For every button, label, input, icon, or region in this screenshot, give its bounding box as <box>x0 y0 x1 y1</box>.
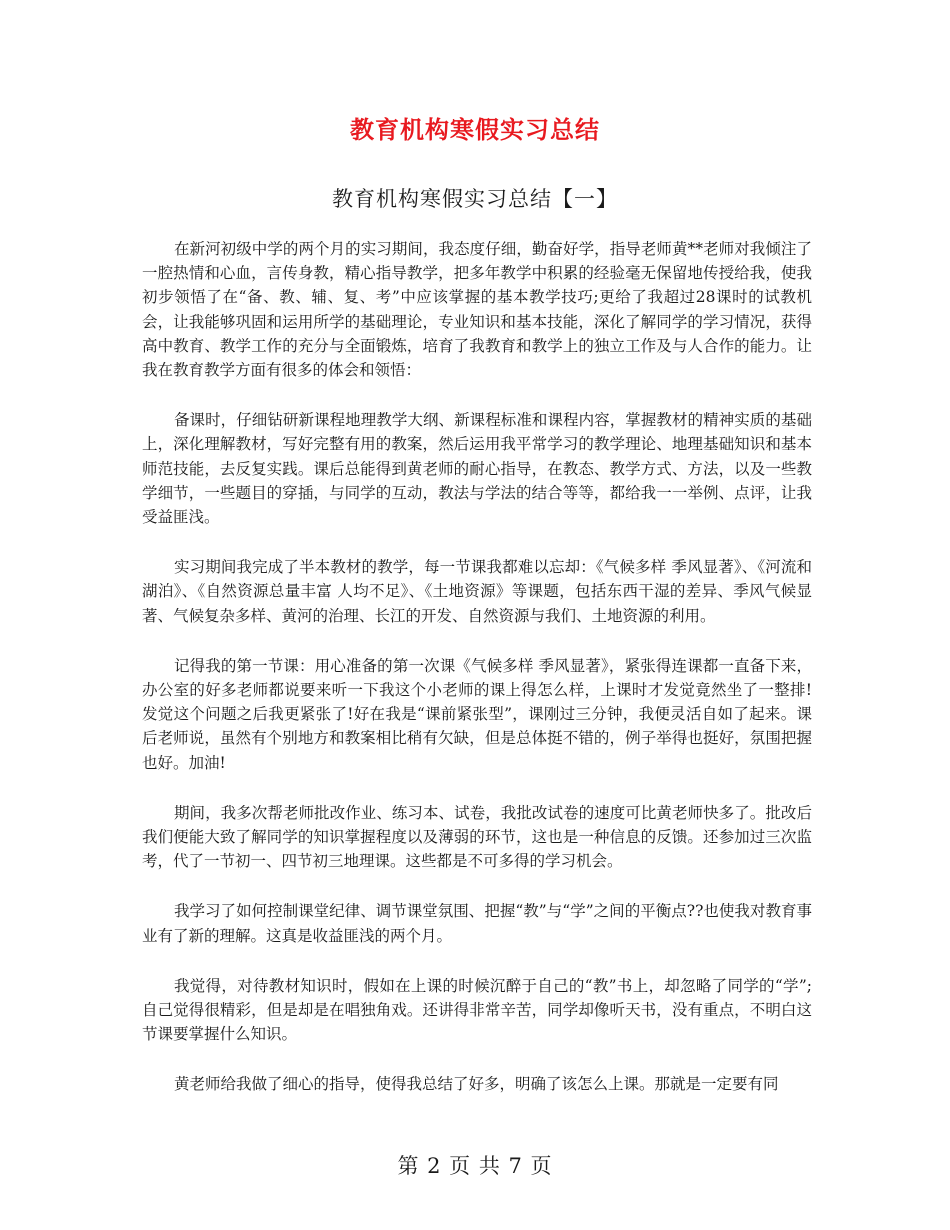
paragraph: 期间，我多次帮老师批改作业、练习本、试卷，我批改试卷的速度可比黄老师快多了。批改后我们便能大致了解同学的知识掌握程度以及薄弱的环节，这也是一种信息的反馈。还参加过三次监考，代了一节初一、四节初三地理课。这些都是不可多得的学习机会。 <box>142 803 812 871</box>
page-number-footer: 第 2 页 共 7 页 <box>397 1154 553 1178</box>
paragraph: 黄老师给我做了细心的指导，使得我总结了好多，明确了该怎么上课。那就是一定要有同 <box>174 1075 779 1094</box>
paragraph: 记得我的第一节课：用心准备的第一次课《气候多样 季风显著》，紧张得连课都一直备下来，办公室的好多老师都说要来听一下我这个小老师的课上得怎么样，上课时才发觉竟然坐了一整排!发觉这个问题之后我更紧张了!好在我是“课前紧张型”，课刚过三分钟，我便灵活自如了起来。课后老师说，虽然有个别地方和教案相比稍有欠缺，但是总体挺不错的，例子举得也挺好，氛围把握也好。加油! <box>142 656 812 772</box>
paragraph: 实习期间我完成了半本教材的教学，每一节课我都难以忘却：《气候多样 季风显著》、《河流和湖泊》、《自然资源总量丰富 人均不足》、《土地资源》等课题，包括东西干湿的差异、季风气候显著、气候复杂多样、黄河的治理、长江的开发、自然资源与我们、土地资源的利用。 <box>142 558 812 625</box>
paragraph: 在新河初级中学的两个月的实习期间，我态度仔细，勤奋好学，指导老师黄**老师对我倾注了一腔热情和心血，言传身教，精心指导教学，把多年教学中积累的经验毫无保留地传授给我，使我初步领悟了在“备、教、辅、复、考”中应该掌握的基本教学技巧;更给了我超过28课时的试教机会，让我能够巩固和运用所学的基础理论，专业知识和基本技能，深化了解同学的学习情况，获得高中教育、教学工作的充分与全面锻炼，培育了我教育和教学上的独立工作及与人合作的能力。让我在教育教学方面有很多的体会和领悟： <box>142 240 812 380</box>
document-title: 教育机构寒假实习总结 <box>350 116 600 144</box>
paragraph: 我觉得，对待教材知识时，假如在上课的时候沉醉于自己的“教”书上，却忽略了同学的“学”;自己觉得很精彩，但是却是在唱独角戏。还讲得非常辛苦，同学却像听天书，没有重点，不明白这节课要掌握什么知识。 <box>142 976 812 1044</box>
document-body <box>142 237 812 1123</box>
paragraph: 我学习了如何控制课堂纪律、调节课堂氛围、把握“教”与“学”之间的平衡点??也使我对教育事业有了新的理解。这真是收益匪浅的两个月。 <box>142 902 812 945</box>
section-heading: 教育机构寒假实习总结【一】 <box>332 187 618 211</box>
paragraph: 备课时，仔细钻研新课程地理教学大纲、新课程标准和课程内容，掌握教材的精神实质的基础上，深化理解教材，写好完整有用的教案，然后运用我平常学习的教学理论、地理基础知识和基本师范技能，去反复实践。课后总能得到黄老师的耐心指导，在教态、教学方式、方法，以及一些教学细节，一些题目的穿插，与同学的互动，教法与学法的结合等等，都给我一一举例、点评，让我受益匪浅。 <box>142 411 812 527</box>
